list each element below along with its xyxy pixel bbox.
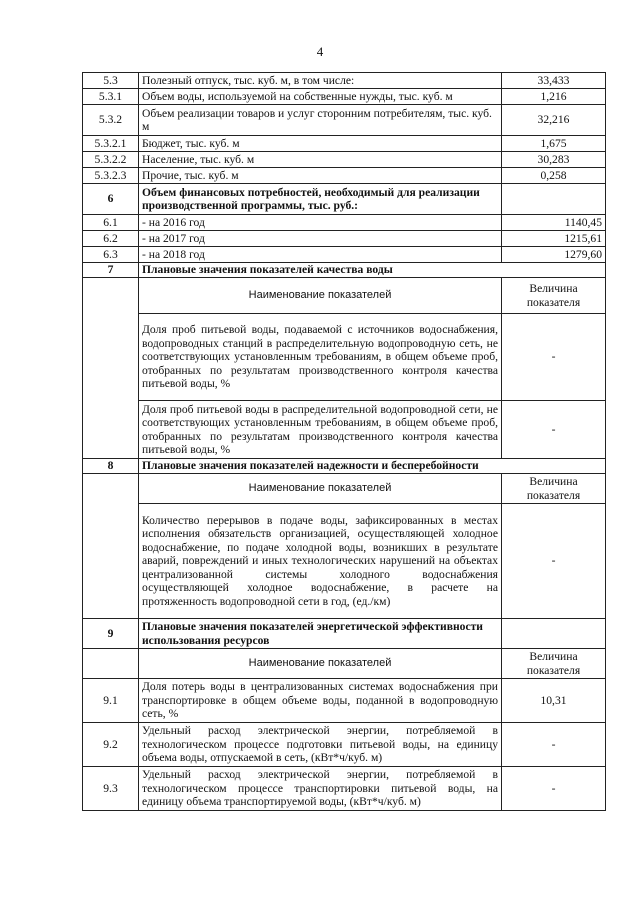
empty-cell [502,619,606,649]
row-value: - [502,504,606,619]
table-row [83,168,606,184]
row-text: Прочие, тыс. куб. м [139,168,502,184]
row-number: 9.3 [83,767,139,811]
section-heading-row [83,459,606,474]
page-number: 4 [316,44,324,59]
row-value: 1140,45 [502,215,606,231]
table-row [83,314,606,401]
row-number: 6.2 [83,231,139,247]
table-row [83,215,606,231]
header-indicator-value: Величина показателя [502,474,606,504]
header-indicator-name: Наименование показателей [139,474,502,504]
empty-cell [83,278,139,459]
row-text: - на 2017 год [139,231,502,247]
indicators-table [82,72,606,811]
table-row [83,136,606,152]
table-row [83,247,606,263]
section-heading-row [83,184,606,215]
row-number: 5.3.2.3 [83,168,139,184]
row-text: Объем реализации товаров и услуг сторонним потребителям, тыс. куб. м [139,105,502,136]
row-value: 1,216 [502,89,606,105]
row-text: Доля проб питьевой воды в распределительной водопроводной сети, не соответствующих установленным требованиям, в общем объеме проб, отобранных по результатам производственного контроля качества питьевой воды, % [139,401,502,459]
row-text: Доля потерь воды в централизованных системах водоснабжения при транспортировке в общем объеме воды, поданной в водопроводную сеть, % [139,679,502,723]
row-value: 0,258 [502,168,606,184]
row-text: - на 2018 год [139,247,502,263]
row-value: 10,31 [502,679,606,723]
column-header-row [83,278,606,314]
header-indicator-name: Наименование показателей [139,649,502,679]
row-number: 5.3.2 [83,105,139,136]
row-value: 30,283 [502,152,606,168]
table-row [83,504,606,619]
row-text: Бюджет, тыс. куб. м [139,136,502,152]
section-number: 9 [83,619,139,649]
table-row [83,723,606,767]
row-text: Объем воды, используемой на собственные нужды, тыс. куб. м [139,89,502,105]
empty-cell [502,184,606,215]
row-value: 32,216 [502,105,606,136]
table-row [83,105,606,136]
row-number: 9.2 [83,723,139,767]
row-value: - [502,314,606,401]
header-indicator-value: Величина показателя [502,278,606,314]
section-title: Объем финансовых потребностей, необходимый для реализации производственной программы, тыс. руб.: [139,184,502,215]
row-text: Удельный расход электрической энергии, потребляемой в технологическом процессе транспортировки питьевой воды, на единицу объема транспортируемой воды, (кВт*ч/куб. м) [139,767,502,811]
table-row [83,767,606,811]
row-number: 6.3 [83,247,139,263]
row-text: Население, тыс. куб. м [139,152,502,168]
table-row [83,401,606,459]
section-number: 7 [83,263,139,278]
column-header-row [83,649,606,679]
section-title: Плановые значения показателей надежности и бесперебойности [139,459,606,474]
table-row [83,152,606,168]
row-number: 9.1 [83,679,139,723]
row-value: - [502,401,606,459]
row-number: 5.3.2.1 [83,136,139,152]
row-text: Полезный отпуск, тыс. куб. м, в том числе: [139,73,502,89]
row-value: 1215,61 [502,231,606,247]
table-row [83,73,606,89]
row-value: 1279,60 [502,247,606,263]
table-row [83,231,606,247]
section-title: Плановые значения показателей энергетической эффективности использования ресурсов [139,619,502,649]
table-row [83,679,606,723]
row-value: 1,675 [502,136,606,152]
row-value: - [502,723,606,767]
column-header-row [83,474,606,504]
row-number: 5.3.2.2 [83,152,139,168]
section-heading-row [83,619,606,649]
empty-cell [83,474,139,619]
section-number: 8 [83,459,139,474]
row-number: 6.1 [83,215,139,231]
row-text: Удельный расход электрической энергии, потребляемой в технологическом процессе подготовки питьевой воды, на единицу объема воды, отпускаемой в сеть, (кВт*ч/куб. м) [139,723,502,767]
table-row [83,89,606,105]
section-title: Плановые значения показателей качества воды [139,263,606,278]
header-indicator-value: Величина показателя [502,649,606,679]
header-indicator-name: Наименование показателей [139,278,502,314]
row-text: - на 2016 год [139,215,502,231]
section-heading-row [83,263,606,278]
row-value: 33,433 [502,73,606,89]
empty-cell [83,649,139,679]
row-text: Количество перерывов в подаче воды, зафиксированных в местах исполнения обязательств организацией, осуществляющей холодное водоснабжение, по подаче холодной воды, возникших в результате аварий, повреждений и иных технологических нарушений на объектах централизованной системы холодного водоснабжения осуществляющей холодное водоснабжение, в расчете на протяженность водопроводной сети в год, (ед./км) [139,504,502,619]
row-value: - [502,767,606,811]
section-number: 6 [83,184,139,215]
row-number: 5.3.1 [83,89,139,105]
row-number: 5.3 [83,73,139,89]
row-text: Доля проб питьевой воды, подаваемой с источников водоснабжения, водопроводных станций в распределительную водопроводную сеть, не соответствующих установленным требованиям, в общем объеме проб, отобранных по результатам производственного контроля качества питьевой воды, % [139,314,502,401]
